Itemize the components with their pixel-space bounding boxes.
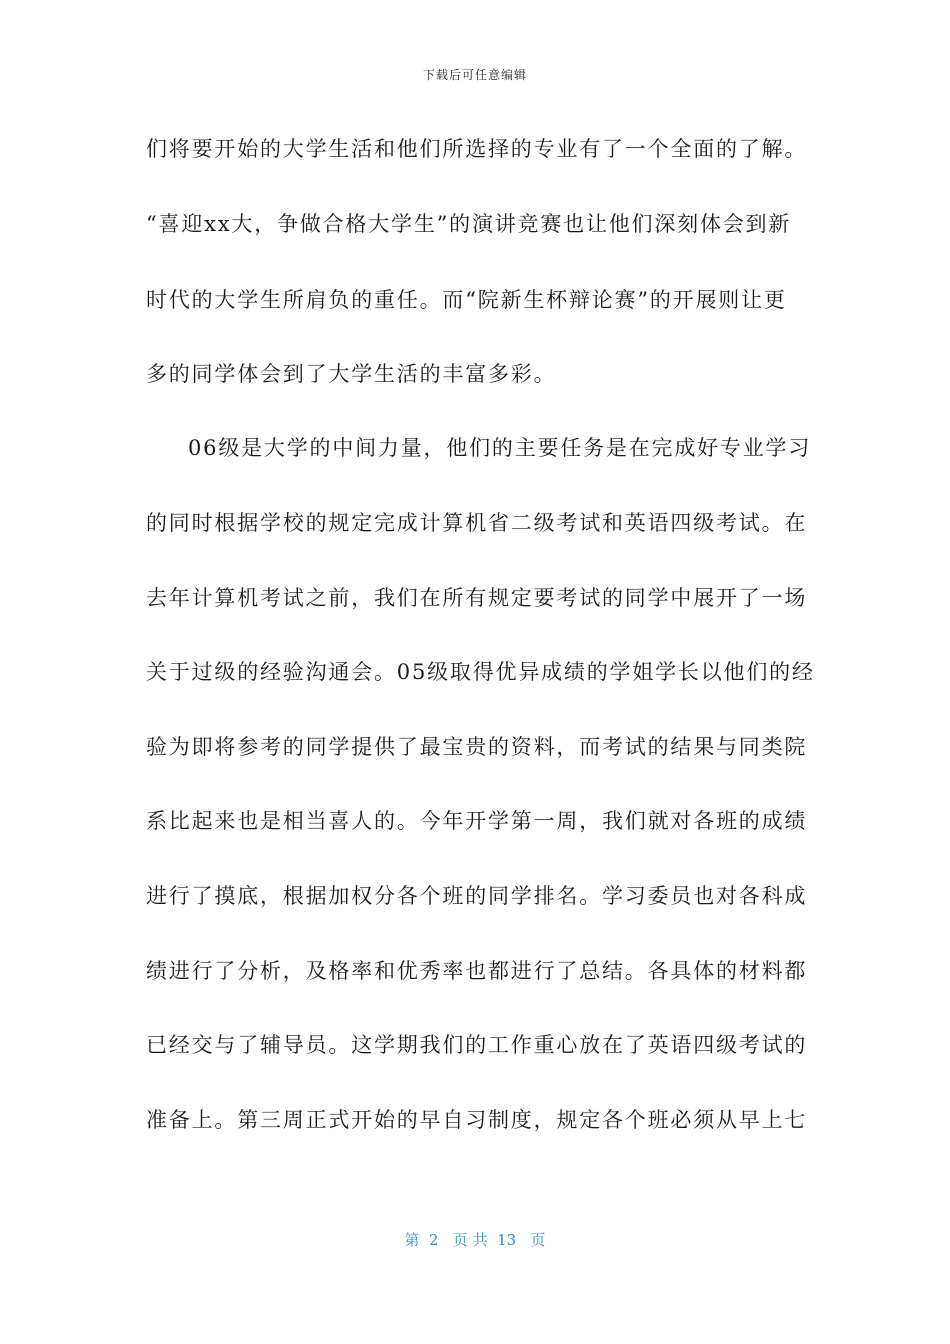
body-line: 已经交与了辅导员。这学期我们的工作重心放在了英语四级考试的 — [146, 1033, 808, 1057]
body-line: 准备上。第三周正式开始的早自习制度，规定各个班必须从早上七 — [146, 1108, 808, 1132]
page-number-footer: 第 2 页 共 13 页 — [404, 1231, 546, 1249]
body-line: 多的同学体会到了大学生活的丰富多彩。 — [146, 362, 557, 386]
body-line: “喜迎xx大，争做合格大学生”的演讲竞赛也让他们深刻体会到新 — [146, 212, 792, 236]
body-line: 验为即将参考的同学提供了最宝贵的资料，而考试的结果与同类院 — [146, 735, 808, 759]
body-line: 去年计算机考试之前，我们在所有规定要考试的同学中展开了一场 — [146, 586, 808, 610]
body-line: 时代的大学生所肩负的重任。而“院新生杯辩论赛”的开展则让更 — [146, 288, 787, 312]
body-line: 进行了摸底，根据加权分各个班的同学排名。学习委员也对各科成 — [146, 884, 808, 908]
body-line: 们将要开始的大学生活和他们所选择的专业有了一个全面的了解。 — [146, 137, 808, 161]
body-line: 绩进行了分析，及格率和优秀率也都进行了总结。各具体的材料都 — [146, 959, 808, 983]
page-header: 下载后可任意编辑 — [422, 68, 527, 82]
body-line: 的同时根据学校的规定完成计算机省二级考试和英语四级考试。在 — [146, 511, 808, 535]
paragraph-first-line: 06级是大学的中间力量，他们的主要任务是在完成好专业学习 — [188, 436, 812, 460]
body-line: 系比起来也是相当喜人的。今年开学第一周，我们就对各班的成绩 — [146, 809, 808, 833]
body-line: 关于过级的经验沟通会。05级取得优异成绩的学姐学长以他们的经 — [146, 660, 815, 684]
